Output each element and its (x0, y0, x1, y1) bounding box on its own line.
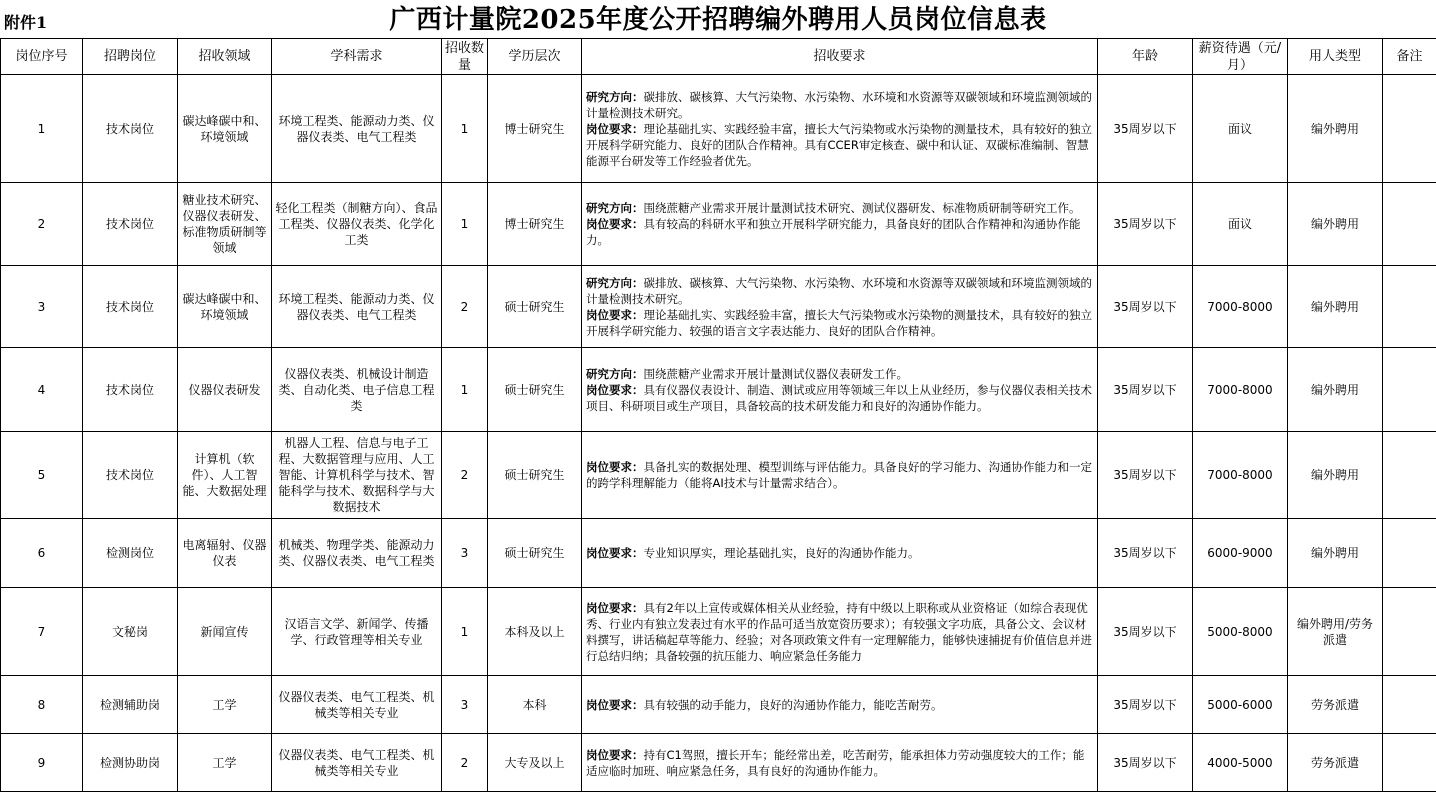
cell-salary: 面议 (1193, 75, 1288, 183)
cell-field: 工学 (178, 676, 272, 734)
cell-requirements (582, 676, 1098, 734)
cell-requirements (582, 75, 1098, 183)
cell-field: 碳达峰碳中和、环境领域 (178, 75, 272, 183)
table-row (1, 266, 1436, 348)
cell-type: 编外聘用 (1288, 348, 1383, 432)
cell-discipline: 汉语言文学、新闻学、传播学、行政管理等相关专业 (272, 588, 442, 676)
requirement-label: 岗位要求： (586, 460, 644, 474)
cell-education: 大专及以上 (488, 734, 582, 792)
cell-field: 仪器仪表研发 (178, 348, 272, 432)
requirement-text: 具有仪器仪表设计、制造、测试或应用等领域三年以上从业经历，参与仪器仪表相关技术项目、科研项目或生产项目，具备较高的技术研发能力和良好的沟通协作能力。 (586, 382, 1092, 413)
requirement-paragraph (586, 307, 1093, 339)
cell-age: 35周岁以下 (1098, 734, 1193, 792)
cell-count: 1 (442, 75, 488, 183)
cell-seq: 8 (1, 676, 83, 734)
cell-salary: 7000-8000 (1193, 266, 1288, 348)
header-remarks: 备注 (1383, 39, 1436, 75)
cell-discipline: 环境工程类、能源动力类、仪器仪表类、电气工程类 (272, 75, 442, 183)
requirement-text: 持有C1驾照，擅长开车；能经常出差，吃苦耐劳，能承担体力劳动强度较大的工作；能适应临时加班、响应紧急任务，具有良好的沟通协作能力。 (586, 747, 1085, 778)
positions-table (0, 38, 1436, 792)
requirement-label: 岗位要求： (586, 600, 644, 615)
table-row (1, 519, 1436, 588)
header-salary: 薪资待遇（元/月） (1193, 39, 1288, 75)
cell-salary: 6000-9000 (1193, 519, 1288, 588)
cell-seq: 7 (1, 588, 83, 676)
cell-type: 编外聘用/劳务派遣 (1288, 588, 1383, 676)
page-title: 广西计量院2025年度公开招聘编外聘用人员岗位信息表 (389, 5, 1047, 35)
requirement-text: 碳排放、碳核算、大气污染物、水污染物、水环境和水资源等双碳领域和环境监测领域的计量检测技术研究。 (586, 275, 1092, 306)
cell-count: 1 (442, 348, 488, 432)
requirement-paragraph (586, 697, 1093, 713)
requirement-paragraph (586, 459, 1093, 491)
requirement-paragraph (586, 747, 1093, 779)
cell-seq: 1 (1, 75, 83, 183)
cell-position: 检测辅助岗 (83, 676, 178, 734)
header-seq: 岗位序号 (1, 39, 83, 75)
requirement-text: 专业知识厚实，理论基础扎实，良好的沟通协作能力。 (643, 546, 920, 560)
cell-position: 文秘岗 (83, 588, 178, 676)
header-field: 招收领域 (178, 39, 272, 75)
header-position: 招聘岗位 (83, 39, 178, 75)
cell-count: 1 (442, 588, 488, 676)
cell-salary: 5000-8000 (1193, 588, 1288, 676)
cell-position: 技术岗位 (83, 432, 178, 519)
cell-education: 硕士研究生 (488, 432, 582, 519)
requirement-label: 岗位要求： (586, 307, 644, 322)
requirement-text: 具有2年以上宣传或媒体相关从业经验，持有中级以上职称或从业资格证（如综合表现优秀、行业内有独立发表过有水平的作品可适当放宽资历要求）；有较强文字功底，具备公文、会议材料撰写，讲话稿起草等能力、经验；对各项政策文件有一定理解能力，能够快速捕捉有价值信息并进行总结归纳；具备较强的抗压能力、响应紧急任务能力 (586, 600, 1092, 663)
header-count: 招收数量 (442, 39, 488, 75)
cell-education: 博士研究生 (488, 75, 582, 183)
requirement-text: 围绕蔗糖产业需求开展计量测试技术研究、测试仪器研发、标准物质研制等研究工作。 (643, 201, 1081, 215)
cell-salary: 7000-8000 (1193, 348, 1288, 432)
cell-discipline: 机械类、物理学类、能源动力类、仪器仪表类、电气工程类 (272, 519, 442, 588)
cell-type: 劳务派遣 (1288, 734, 1383, 792)
cell-age: 35周岁以下 (1098, 519, 1193, 588)
requirement-text: 碳排放、碳核算、大气污染物、水污染物、水环境和水资源等双碳领域和环境监测领域的计量检测技术研究。 (586, 89, 1092, 120)
requirement-label: 研究方向： (586, 275, 644, 290)
table-row (1, 734, 1436, 792)
cell-remarks (1383, 676, 1436, 734)
cell-requirements (582, 734, 1098, 792)
table-row (1, 676, 1436, 734)
cell-requirements (582, 183, 1098, 266)
requirement-label: 研究方向： (586, 201, 644, 215)
cell-count: 2 (442, 432, 488, 519)
cell-field: 糖业技术研究、仪器仪表研发、标准物质研制等领域 (178, 183, 272, 266)
requirement-label: 研究方向： (586, 89, 644, 104)
requirement-paragraph (586, 366, 1093, 382)
cell-field: 碳达峰碳中和、环境领域 (178, 266, 272, 348)
cell-remarks (1383, 183, 1436, 266)
requirement-text: 理论基础扎实、实践经验丰富，擅长大气污染物或水污染物的测量技术，具有较好的独立开展科学研究能力、较强的语言文字表达能力、良好的团队合作精神。 (586, 307, 1092, 338)
cell-type: 编外聘用 (1288, 432, 1383, 519)
cell-seq: 2 (1, 183, 83, 266)
header-requirements: 招收要求 (582, 39, 1098, 75)
cell-count: 3 (442, 676, 488, 734)
cell-age: 35周岁以下 (1098, 588, 1193, 676)
cell-type: 编外聘用 (1288, 519, 1383, 588)
requirement-paragraph (586, 275, 1093, 307)
header-type: 用人类型 (1288, 39, 1383, 75)
requirement-paragraph (586, 545, 1093, 561)
attachment-label: 附件1 (4, 13, 48, 32)
cell-field: 工学 (178, 734, 272, 792)
cell-position: 检测岗位 (83, 519, 178, 588)
requirement-label: 岗位要求： (586, 217, 644, 231)
cell-remarks (1383, 588, 1436, 676)
requirement-paragraph (586, 382, 1093, 414)
cell-salary: 7000-8000 (1193, 432, 1288, 519)
cell-requirements (582, 432, 1098, 519)
requirement-paragraph (586, 89, 1093, 121)
cell-age: 35周岁以下 (1098, 676, 1193, 734)
cell-remarks (1383, 266, 1436, 348)
cell-requirements (582, 266, 1098, 348)
requirement-paragraph (586, 121, 1093, 169)
table-row (1, 75, 1436, 183)
cell-discipline: 仪器仪表类、电气工程类、机械类等相关专业 (272, 676, 442, 734)
requirement-text: 理论基础扎实、实践经验丰富，擅长大气污染物或水污染物的测量技术，具有较好的独立开展科学研究能力、良好的团队合作精神。具有CCER审定核查、碳中和认证、双碳标准编制、智慧能源平台研发等工作经验者优先。 (586, 121, 1092, 168)
cell-remarks (1383, 75, 1436, 183)
cell-remarks (1383, 519, 1436, 588)
table-row (1, 588, 1436, 676)
cell-requirements (582, 348, 1098, 432)
table-row (1, 432, 1436, 519)
cell-type: 编外聘用 (1288, 266, 1383, 348)
cell-position: 技术岗位 (83, 348, 178, 432)
cell-remarks (1383, 734, 1436, 792)
requirement-label: 岗位要求： (586, 747, 644, 762)
cell-age: 35周岁以下 (1098, 75, 1193, 183)
cell-education: 本科 (488, 676, 582, 734)
cell-remarks (1383, 348, 1436, 432)
cell-requirements (582, 519, 1098, 588)
cell-remarks (1383, 432, 1436, 519)
table-row (1, 183, 1436, 266)
cell-count: 2 (442, 266, 488, 348)
cell-count: 2 (442, 734, 488, 792)
requirement-paragraph (586, 200, 1093, 216)
requirement-text: 围绕蔗糖产业需求开展计量测试仪器仪表研发工作。 (643, 366, 908, 381)
cell-salary: 5000-6000 (1193, 676, 1288, 734)
cell-education: 本科及以上 (488, 588, 582, 676)
cell-education: 博士研究生 (488, 183, 582, 266)
header-age: 年龄 (1098, 39, 1193, 75)
cell-salary: 4000-5000 (1193, 734, 1288, 792)
cell-education: 硕士研究生 (488, 348, 582, 432)
cell-seq: 9 (1, 734, 83, 792)
header-row (1, 39, 1436, 75)
cell-position: 技术岗位 (83, 183, 178, 266)
cell-type: 劳务派遣 (1288, 676, 1383, 734)
cell-discipline: 轻化工程类（制糖方向）、食品工程类、仪器仪表类、化学化工类 (272, 183, 442, 266)
cell-seq: 3 (1, 266, 83, 348)
cell-discipline: 环境工程类、能源动力类、仪器仪表类、电气工程类 (272, 266, 442, 348)
requirement-label: 岗位要求： (586, 382, 644, 397)
cell-education: 硕士研究生 (488, 519, 582, 588)
cell-type: 编外聘用 (1288, 183, 1383, 266)
header-education: 学历层次 (488, 39, 582, 75)
cell-field: 新闻宣传 (178, 588, 272, 676)
requirement-label: 岗位要求： (586, 546, 644, 560)
cell-age: 35周岁以下 (1098, 183, 1193, 266)
cell-position: 技术岗位 (83, 266, 178, 348)
cell-age: 35周岁以下 (1098, 348, 1193, 432)
cell-requirements (582, 588, 1098, 676)
cell-position: 检测协助岗 (83, 734, 178, 792)
cell-discipline: 机器人工程、信息与电子工程、大数据管理与应用、人工智能、计算机科学与技术、智能科学与技术、数据科学与大数据技术 (272, 432, 442, 519)
requirement-label: 岗位要求： (586, 697, 644, 712)
cell-education: 硕士研究生 (488, 266, 582, 348)
header-discipline: 学科需求 (272, 39, 442, 75)
cell-discipline: 仪器仪表类、电气工程类、机械类等相关专业 (272, 734, 442, 792)
cell-position: 技术岗位 (83, 75, 178, 183)
cell-discipline: 仪器仪表类、机械设计制造类、自动化类、电子信息工程类 (272, 348, 442, 432)
cell-type: 编外聘用 (1288, 75, 1383, 183)
table-row (1, 348, 1436, 432)
cell-age: 35周岁以下 (1098, 266, 1193, 348)
requirement-text: 具有较强的动手能力，良好的沟通协作能力，能吃苦耐劳。 (643, 697, 943, 712)
requirement-text: 具有较高的科研水平和独立开展科学研究能力，具备良好的团队合作精神和沟通协作能力。 (586, 217, 1081, 247)
requirement-label: 岗位要求： (586, 121, 644, 136)
requirement-paragraph (586, 216, 1093, 248)
cell-count: 1 (442, 183, 488, 266)
cell-seq: 6 (1, 519, 83, 588)
cell-age: 35周岁以下 (1098, 432, 1193, 519)
cell-field: 计算机（软件）、人工智能、大数据处理 (178, 432, 272, 519)
cell-salary: 面议 (1193, 183, 1288, 266)
requirement-label: 研究方向： (586, 366, 644, 381)
requirement-paragraph (586, 600, 1093, 664)
cell-seq: 4 (1, 348, 83, 432)
cell-field: 电离辐射、仪器仪表 (178, 519, 272, 588)
cell-seq: 5 (1, 432, 83, 519)
requirement-text: 具备扎实的数据处理、模型训练与评估能力。具备良好的学习能力、沟通协作能力和一定的跨学科理解能力（能将AI技术与计量需求结合）。 (586, 460, 1092, 490)
cell-count: 3 (442, 519, 488, 588)
